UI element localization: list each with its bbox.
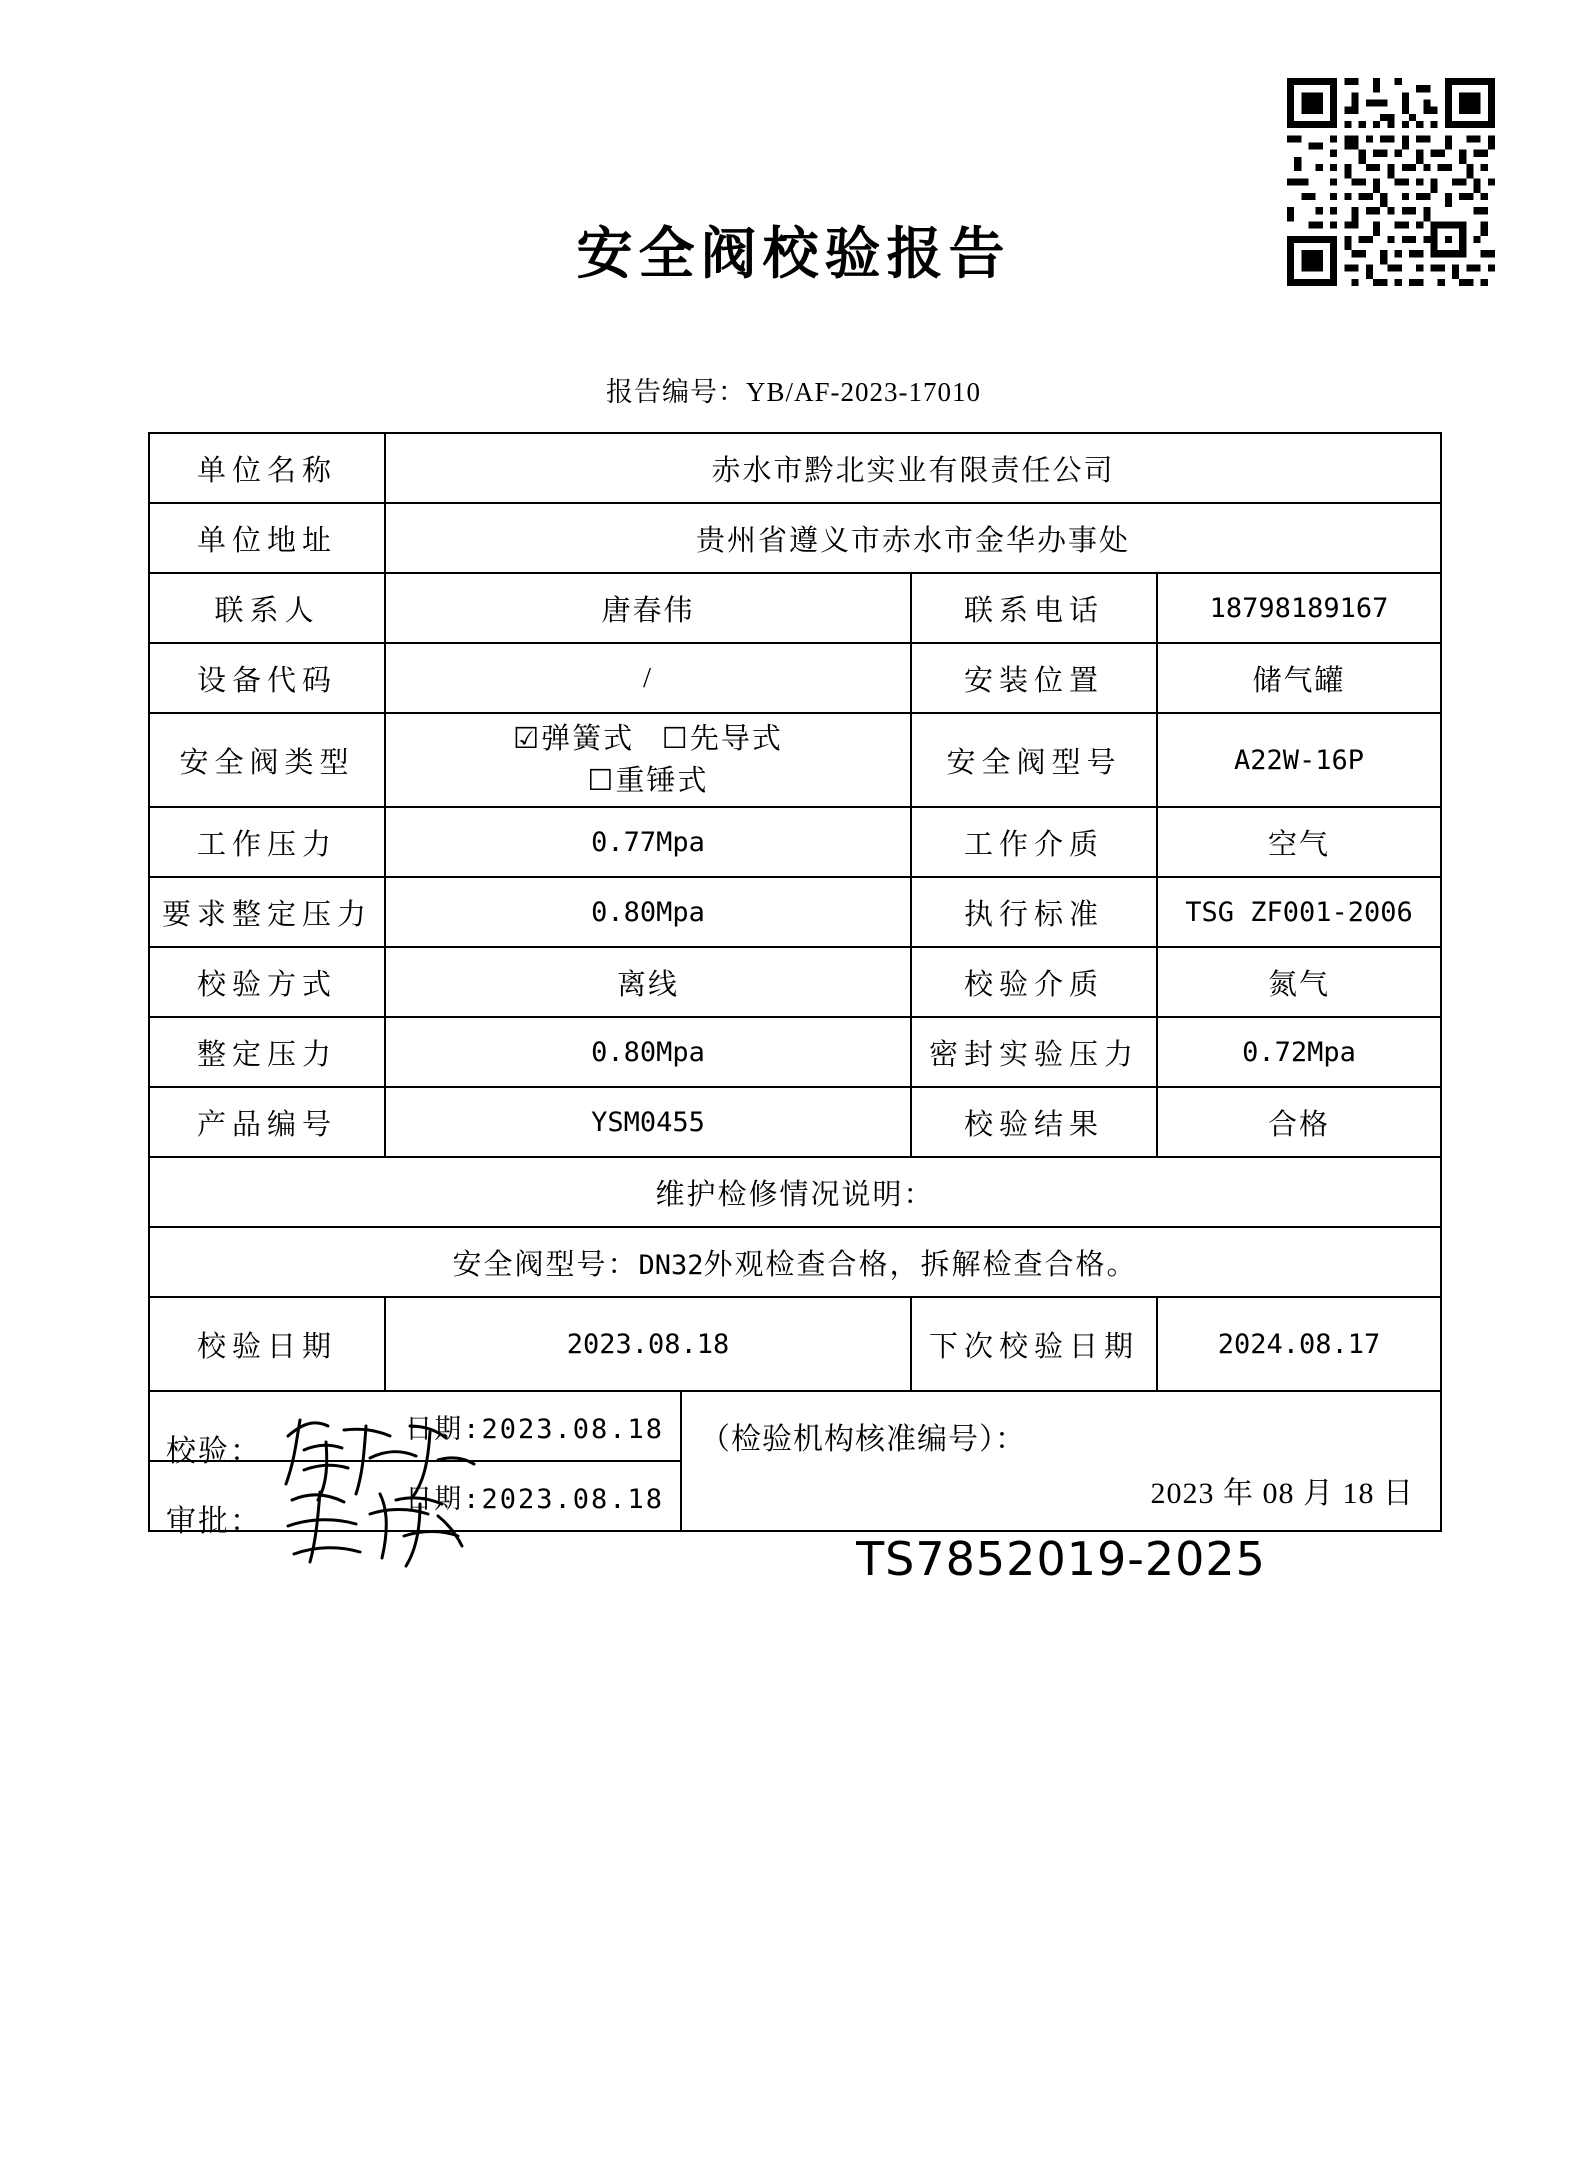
unit-name-value: 赤水市黔北实业有限责任公司 bbox=[385, 433, 1441, 503]
medium-label: 工作介质 bbox=[911, 807, 1157, 877]
table-row-valve-type bbox=[149, 713, 1441, 807]
product-no-value: YSM0455 bbox=[385, 1087, 911, 1157]
table-row-work-pressure bbox=[149, 807, 1441, 877]
agency-date: 2023 年 08 月 18 日 bbox=[1150, 1477, 1415, 1510]
unit-address-value: 贵州省遵义市赤水市金华办事处 bbox=[385, 503, 1441, 573]
install-position-value: 储气罐 bbox=[1157, 643, 1441, 713]
report-number-label: 报告编号： bbox=[605, 377, 746, 407]
inspector-signature-cell bbox=[149, 1391, 681, 1468]
approver-signature-cell bbox=[149, 1461, 681, 1538]
contact-label: 联系人 bbox=[149, 573, 385, 643]
work-pressure-label: 工作压力 bbox=[149, 807, 385, 877]
method-value: 离线 bbox=[385, 947, 911, 1017]
valve-type-options bbox=[385, 713, 911, 807]
checkbox-pilot[interactable] bbox=[661, 720, 783, 755]
maintenance-text-pre: 安全阀型号： bbox=[452, 1248, 639, 1281]
approver-date: 日期:2023.08.18 bbox=[405, 1484, 664, 1515]
required-set-pressure-label: 要求整定压力 bbox=[149, 877, 385, 947]
install-position-label: 安装位置 bbox=[911, 643, 1157, 713]
phone-value: 18798189167 bbox=[1157, 573, 1441, 643]
valve-type-label: 安全阀类型 bbox=[149, 713, 385, 807]
table-row-set-pressure bbox=[149, 1017, 1441, 1087]
required-set-pressure-value: 0.80Mpa bbox=[385, 877, 911, 947]
checkbox-spring[interactable] bbox=[513, 720, 635, 755]
test-medium-value: 氮气 bbox=[1157, 947, 1441, 1017]
checkbox-pilot-label: 先导式 bbox=[689, 722, 783, 755]
report-number-value: YB/AF-2023-17010 bbox=[745, 377, 981, 407]
result-label: 校验结果 bbox=[911, 1087, 1157, 1157]
table-row-unit-address bbox=[149, 503, 1441, 573]
phone-label: 联系电话 bbox=[911, 573, 1157, 643]
medium-value: 空气 bbox=[1157, 807, 1441, 877]
standard-label: 执行标准 bbox=[911, 877, 1157, 947]
work-pressure-value: 0.77Mpa bbox=[385, 807, 911, 877]
maintenance-text bbox=[149, 1227, 1441, 1297]
table-row-product-no bbox=[149, 1087, 1441, 1157]
maintenance-text-post: 外观检查合格，拆解检查合格。 bbox=[703, 1248, 1138, 1281]
checkbox-weight-label: 重锤式 bbox=[615, 765, 709, 797]
inspector-label: 校验： bbox=[166, 1435, 262, 1468]
maintenance-label: 维护检修情况说明： bbox=[149, 1157, 1441, 1227]
set-pressure-label: 整定压力 bbox=[149, 1017, 385, 1087]
report-number bbox=[0, 370, 1587, 409]
table-row-device-code bbox=[149, 643, 1441, 713]
product-no-label: 产品编号 bbox=[149, 1087, 385, 1157]
next-date-label: 下次校验日期 bbox=[911, 1297, 1157, 1391]
approver-label: 审批： bbox=[166, 1505, 262, 1538]
inspector-date: 日期:2023.08.18 bbox=[405, 1414, 664, 1445]
table-row-contact bbox=[149, 573, 1441, 643]
table-row-required-set-pressure bbox=[149, 877, 1441, 947]
seal-pressure-label: 密封实验压力 bbox=[911, 1017, 1157, 1087]
checkbox-spring-label: 弹簧式 bbox=[541, 722, 635, 755]
checkbox-spring-box: ☑ bbox=[513, 720, 542, 755]
checkbox-weight-box: ☐ bbox=[587, 763, 616, 797]
seal-pressure-value: 0.72Mpa bbox=[1157, 1017, 1441, 1087]
table-row-dates bbox=[149, 1297, 1441, 1391]
method-label: 校验方式 bbox=[149, 947, 385, 1017]
agency-title: （检验机构核准编号）： bbox=[700, 1423, 1026, 1456]
next-date-value: 2024.08.17 bbox=[1157, 1297, 1441, 1391]
table-row-maintenance-text bbox=[149, 1227, 1441, 1297]
checkbox-weight[interactable] bbox=[587, 765, 708, 797]
device-code-label: 设备代码 bbox=[149, 643, 385, 713]
unit-address-label: 单位地址 bbox=[149, 503, 385, 573]
device-code-value: / bbox=[385, 643, 911, 713]
maintenance-text-model: DN32 bbox=[638, 1249, 704, 1281]
contact-value: 唐春伟 bbox=[385, 573, 911, 643]
agency-cell bbox=[681, 1391, 1441, 1586]
table-row-method bbox=[149, 947, 1441, 1017]
test-date-value: 2023.08.18 bbox=[385, 1297, 911, 1391]
agency-code: TS7852019-2025 bbox=[856, 1532, 1266, 1586]
table-row-inspector-signature bbox=[149, 1391, 1441, 1461]
result-value: 合格 bbox=[1157, 1087, 1441, 1157]
checkbox-pilot-box: ☐ bbox=[661, 720, 690, 755]
report-table bbox=[148, 432, 1442, 1586]
standard-value: TSG ZF001-2006 bbox=[1157, 877, 1441, 947]
test-medium-label: 校验介质 bbox=[911, 947, 1157, 1017]
valve-model-value: A22W-16P bbox=[1157, 713, 1441, 807]
set-pressure-value: 0.80Mpa bbox=[385, 1017, 911, 1087]
test-date-label: 校验日期 bbox=[149, 1297, 385, 1391]
valve-model-label: 安全阀型号 bbox=[911, 713, 1157, 807]
unit-name-label: 单位名称 bbox=[149, 433, 385, 503]
page-title: 安全阀校验报告 bbox=[576, 221, 1011, 287]
table-row-unit-name bbox=[149, 433, 1441, 503]
table-row-maintenance-title bbox=[149, 1157, 1441, 1227]
